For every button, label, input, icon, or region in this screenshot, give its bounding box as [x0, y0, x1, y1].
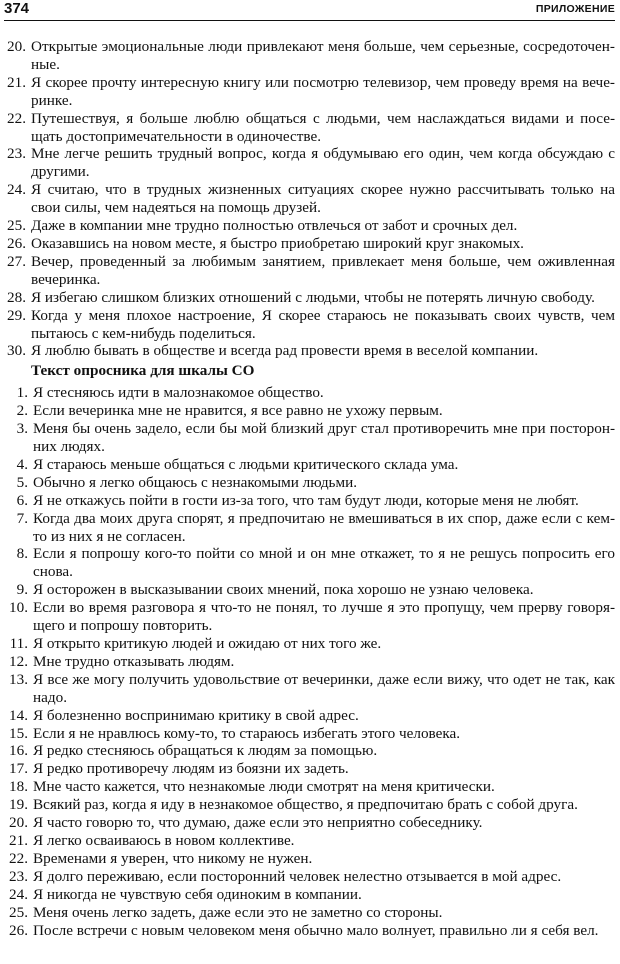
item-text: Я редко противоречу людям из боязни их задеть.	[33, 760, 349, 778]
item-number: 3.	[16, 420, 28, 438]
list-item	[4, 868, 615, 886]
item-number: 24.	[7, 181, 26, 199]
list-item	[4, 832, 615, 850]
item-number: 5.	[16, 473, 28, 491]
item-text: Вечер, проведенный за любимым занятием, привлекает меня больше, чем оживленная вечеринка.	[31, 252, 615, 288]
item-text: Я люблю бывать в обществе и всегда рад провести время в веселой компании.	[31, 342, 539, 360]
item-text: Я стесняюсь идти в малознакомое общество.	[33, 384, 324, 402]
item-text: Я избегаю слишком близких отношений с людьми, чтобы не потерять личную свободу.	[31, 288, 595, 306]
item-text: Я не откажусь пойти в гости из-за того, что там будут люди, которые меня не любят.	[33, 491, 579, 509]
item-text: Если во время разговора я что-то не понял, то лучше я это пропущу, чем прерву говоря-щего и попрошу повторить.	[33, 599, 615, 635]
item-number: 18.	[9, 778, 28, 796]
item-number: 28.	[7, 288, 26, 306]
item-text: Я часто говорю то, что думаю, даже если это неприятно собеседнику.	[33, 814, 483, 832]
item-text: Если я не нравлюсь кому-то, то стараюсь избегать этого человека.	[33, 724, 461, 742]
item-text: Я осторожен в высказывании своих мнений, пока хорошо не узнаю человека.	[33, 581, 534, 599]
item-text: Даже в компании мне трудно полностью отвлечься от забот и срочных дел.	[31, 217, 518, 235]
item-text: Я никогда не чувствую себя одиноким в компании.	[33, 885, 362, 903]
item-number: 11.	[9, 635, 28, 652]
list-item	[4, 850, 615, 868]
item-text: Меня бы очень задело, если бы мой близкий друг стал противоречить мне при посторон-них людях.	[33, 420, 615, 456]
list-item	[4, 922, 615, 940]
list-item	[4, 74, 615, 110]
item-text: Мне трудно отказывать людям.	[33, 652, 235, 670]
list-item	[4, 635, 615, 653]
item-number: 24.	[9, 885, 28, 903]
item-number: 20.	[9, 814, 28, 832]
item-text: Оказавшись на новом месте, я быстро приобретаю широкий круг знакомых.	[31, 234, 524, 252]
item-text: Я стараюсь меньше общаться с людьми критического склада ума.	[33, 455, 459, 473]
item-number: 29.	[7, 306, 26, 324]
header-rule	[4, 20, 615, 21]
item-number: 26.	[7, 234, 26, 252]
item-text: Я все же могу получить удовольствие от вечеринки, даже если вижу, что одет не так, как надо.	[33, 670, 615, 706]
item-number: 25.	[7, 217, 26, 235]
list-item	[4, 742, 615, 760]
list-item	[4, 420, 615, 456]
item-text: Если я попрошу кого-то пойти со мной и он мне откажет, то я не решусь попросить его снова.	[33, 545, 615, 581]
list-item	[4, 796, 615, 814]
list-item	[4, 289, 615, 307]
item-number: 22.	[7, 109, 26, 127]
item-number: 2.	[16, 402, 28, 420]
list-item	[4, 510, 615, 546]
item-text: Я долго переживаю, если посторонний человек нелестно отзывается в мой адрес.	[33, 867, 562, 885]
list-item	[4, 38, 615, 74]
list-item	[4, 145, 615, 181]
item-text: Всякий раз, когда я иду в незнакомое общество, я предпочитаю брать с собой друга.	[33, 796, 578, 814]
item-number: 21.	[7, 73, 26, 91]
item-text: Временами я уверен, что никому не нужен.	[33, 849, 313, 867]
list-item	[4, 253, 615, 289]
list-item	[4, 181, 615, 217]
questionnaire-list-so	[4, 384, 615, 939]
item-text: Я легко осваиваюсь в новом коллективе.	[33, 831, 295, 849]
item-text: Открытые эмоциональные люди привлекают меня больше, чем серьезные, сосредоточен-ные.	[31, 38, 615, 73]
item-number: 13.	[9, 670, 28, 688]
list-item	[4, 778, 615, 796]
page-header	[4, 0, 615, 22]
item-number: 1.	[16, 384, 28, 402]
running-head: ПРИЛОЖЕНИЕ	[535, 3, 615, 15]
item-number: 27.	[7, 252, 26, 270]
item-text: Если вечеринка мне не нравится, я все равно не ухожу первым.	[33, 402, 443, 420]
section-title: Текст опросника для шкалы СО	[31, 362, 255, 380]
list-item	[4, 474, 615, 492]
item-number: 7.	[16, 509, 28, 527]
item-number: 22.	[9, 849, 28, 867]
item-text: Я открыто критикую людей и ожидаю от них того же.	[33, 635, 382, 652]
list-item	[4, 725, 615, 743]
item-number: 23.	[7, 145, 26, 163]
item-number: 20.	[7, 38, 26, 55]
item-number: 4.	[16, 455, 28, 473]
list-item	[4, 235, 615, 253]
item-number: 30.	[7, 342, 26, 360]
item-number: 25.	[9, 903, 28, 921]
list-item	[4, 707, 615, 725]
list-item	[4, 307, 615, 343]
list-item	[4, 402, 615, 420]
item-text: Путешествуя, я больше люблю общаться с людьми, чем наслаждаться видами и посе-щать достопримечательности в одиночестве.	[31, 109, 615, 145]
item-number: 12.	[9, 652, 28, 670]
item-number: 9.	[16, 581, 28, 599]
list-item	[4, 217, 615, 235]
list-item	[4, 814, 615, 832]
item-text: Я болезненно воспринимаю критику в свой адрес.	[33, 706, 359, 724]
item-text: Я считаю, что в трудных жизненных ситуациях скорее нужно рассчитывать только на свои силы, чем надеяться на помощь друзей.	[31, 181, 615, 217]
list-item	[4, 653, 615, 671]
item-text: Когда у меня плохое настроение, Я скорее стараюсь не показывать своих чувств, чем пытаюсь с кем-нибудь поделиться.	[31, 306, 615, 342]
list-item	[4, 886, 615, 904]
list-item	[4, 599, 615, 635]
item-number: 8.	[16, 545, 28, 563]
item-number: 26.	[9, 921, 28, 939]
questionnaire-list-continued	[4, 38, 615, 360]
item-number: 23.	[9, 867, 28, 885]
item-number: 17.	[9, 760, 28, 778]
item-number: 10.	[9, 599, 28, 617]
list-item	[4, 545, 615, 581]
list-item	[4, 760, 615, 778]
list-item	[4, 492, 615, 510]
item-text: Меня очень легко задеть, даже если это не заметно со стороны.	[33, 903, 443, 921]
list-item	[4, 384, 615, 402]
list-item	[4, 904, 615, 922]
item-text: Мне легче решить трудный вопрос, когда я обдумываю его один, чем когда обсуждаю с другими.	[31, 145, 615, 181]
list-item	[4, 110, 615, 146]
item-number: 19.	[9, 796, 28, 814]
item-number: 21.	[9, 831, 28, 849]
item-number: 16.	[9, 742, 28, 760]
item-text: После встречи с новым человеком меня обычно мало волнует, правильно ли я себя вел.	[33, 921, 599, 939]
item-text: Обычно я легко общаюсь с незнакомыми людьми.	[33, 473, 358, 491]
list-item	[4, 456, 615, 474]
item-text: Мне часто кажется, что незнакомые люди смотрят на меня критически.	[33, 778, 495, 796]
item-number: 6.	[16, 491, 28, 509]
list-item	[4, 342, 615, 360]
item-number: 15.	[9, 724, 28, 742]
page-number: 374	[4, 0, 30, 17]
item-text: Я редко стесняюсь обращаться к людям за помощью.	[33, 742, 378, 760]
item-text: Я скорее прочту интересную книгу или посмотрю телевизор, чем проведу время на вече-ринке.	[31, 73, 615, 109]
item-text: Когда два моих друга спорят, я предпочитаю не вмешиваться в их спор, даже если с кем-то из них я не согласен.	[33, 509, 615, 545]
list-item	[4, 581, 615, 599]
list-item	[4, 671, 615, 707]
item-number: 14.	[9, 706, 28, 724]
